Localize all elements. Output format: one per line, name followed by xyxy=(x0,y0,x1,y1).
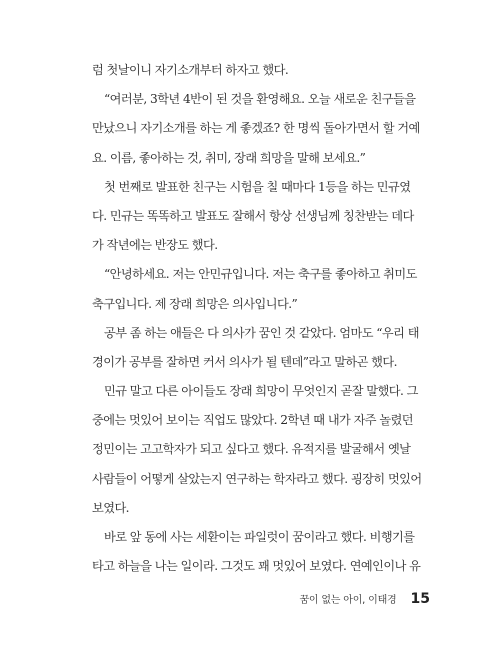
text-line: 민규 말고 다른 아이들도 장래 희망이 무엇인지 곧잘 말했다. 그 xyxy=(104,384,418,399)
text-line: 첫 번째로 발표한 친구는 시험을 칠 때마다 1등을 하는 민규였 xyxy=(104,179,411,194)
text-line: 바로 앞 동에 사는 세환이는 파일럿이 꿈이라고 했다. 비행기를 xyxy=(104,530,415,544)
text-line: 럼 첫날이니 자기소개부터 하자고 했다. xyxy=(92,63,289,77)
text-line: 중에는 멋있어 보이는 직업도 많았다. 2학년 때 내가 자주 놀렸던 xyxy=(92,413,414,428)
text-line: 타고 하늘을 나는 일이라. 그것도 꽤 멋있어 보였다. 연예인이나 유 xyxy=(92,559,421,574)
text-line: 경이가 공부를 잘하면 커서 의사가 될 텐데”라고 말하곤 했다. xyxy=(92,354,397,369)
text-line: “안녕하세요. 저는 안민규입니다. 저는 축구를 좋아하고 취미도 xyxy=(104,267,417,282)
text-line: 가 작년에는 반장도 했다. xyxy=(92,238,218,253)
page-footer xyxy=(299,591,430,607)
text-line: 정민이는 고고학자가 되고 싶다고 했다. 유적지를 발굴해서 옛날 xyxy=(92,442,411,457)
text-line: 만났으니 자기소개를 하는 게 좋겠죠? 한 명씩 돌아가면서 할 거예 xyxy=(92,121,420,136)
text-line: 공부 좀 하는 애들은 다 의사가 꿈인 것 같았다. 엄마도 “우리 태 xyxy=(104,325,419,340)
page-number: 15 xyxy=(410,591,430,607)
body-text xyxy=(92,56,432,581)
text-line: “여러분, 3학년 4반이 된 것을 환영해요. 오늘 새로운 친구들을 xyxy=(104,92,416,107)
text-line: 축구입니다. 제 장래 희망은 의사입니다.” xyxy=(92,296,298,311)
text-line: 보였다. xyxy=(92,500,129,515)
running-title: 꿈이 없는 아이, 이태경 xyxy=(299,595,397,606)
text-line: 사람들이 어떻게 살았는지 연구하는 학자라고 했다. 굉장히 멋있어 xyxy=(92,471,422,486)
text-line: 다. 민규는 똑똑하고 발표도 잘해서 항상 선생님께 칭찬받는 데다 xyxy=(92,208,414,223)
text-line: 요. 이름, 좋아하는 것, 취미, 장래 희망을 말해 보세요.” xyxy=(92,150,366,165)
